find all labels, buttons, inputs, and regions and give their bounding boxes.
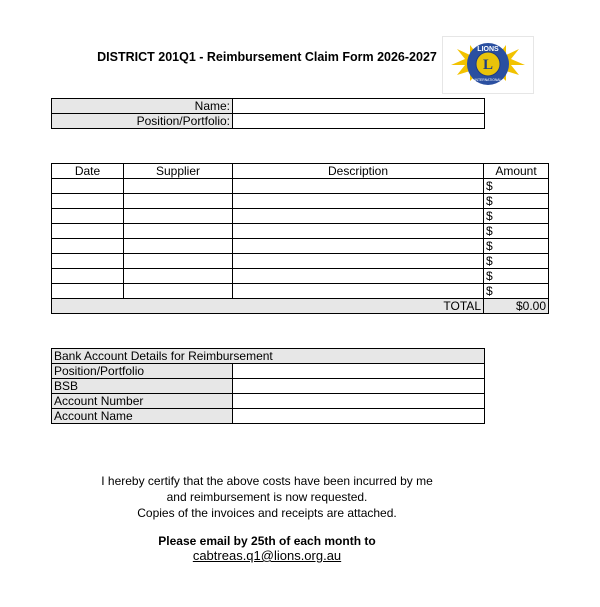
description-cell[interactable] [233,194,484,209]
description-cell[interactable] [233,254,484,269]
currency-symbol: $ [486,254,493,268]
table-row [52,269,549,284]
account-name-field[interactable] [233,409,485,424]
total-label: TOTAL [52,299,484,314]
bsb-label: BSB [52,379,233,394]
table-row [52,394,485,409]
currency-symbol: $ [486,269,493,283]
table-row [52,239,549,254]
table-row [52,379,485,394]
certification-text [0,473,534,521]
date-cell[interactable] [52,209,124,224]
identity-table [51,98,485,129]
position-field[interactable] [233,114,485,129]
name-label: Name: [52,99,233,114]
amount-cell[interactable] [484,194,549,209]
date-cell[interactable] [52,239,124,254]
table-row [52,209,549,224]
account-number-field[interactable] [233,394,485,409]
certification-line: I hereby certify that the above costs have been incurred by me [101,474,433,488]
table-row [52,284,549,299]
currency-symbol: $ [486,284,493,298]
amount-cell[interactable] [484,254,549,269]
description-header: Description [233,164,484,179]
currency-symbol: $ [486,194,493,208]
supplier-cell[interactable] [124,209,233,224]
position-row [52,114,485,129]
date-cell[interactable] [52,194,124,209]
bank-position-label: Position/Portfolio [52,364,233,379]
logo-brand-text: LIONS [477,46,499,53]
amount-header: Amount [484,164,549,179]
table-row [52,364,485,379]
email-link[interactable]: cabtreas.q1@lions.org.au [192,548,342,563]
description-cell[interactable] [233,209,484,224]
expenses-table [51,163,549,314]
table-row [52,254,549,269]
account-number-label: Account Number [52,394,233,409]
supplier-header: Supplier [124,164,233,179]
bank-details-table [51,348,485,424]
logo-sub-text: INTERNATIONAL [474,78,502,82]
date-header: Date [52,164,124,179]
table-row [52,179,549,194]
amount-cell[interactable] [484,224,549,239]
description-cell[interactable] [233,224,484,239]
supplier-cell[interactable] [124,254,233,269]
supplier-cell[interactable] [124,284,233,299]
currency-symbol: $ [486,209,493,223]
date-cell[interactable] [52,179,124,194]
position-label: Position/Portfolio: [52,114,233,129]
name-field[interactable] [233,99,485,114]
form-title: DISTRICT 201Q1 - Reimbursement Claim Form 2026-2027 [97,50,437,64]
currency-symbol: $ [486,179,493,193]
amount-cell[interactable] [484,239,549,254]
amount-cell[interactable] [484,209,549,224]
table-row [52,224,549,239]
lions-logo [442,36,534,94]
lions-international-logo-icon [443,37,533,93]
supplier-cell[interactable] [124,239,233,254]
supplier-cell[interactable] [124,224,233,239]
email-instruction: Please email by 25th of each month to [158,534,376,548]
certification-line: and reimbursement is now requested. [166,490,368,504]
bank-heading-row [52,349,485,364]
amount-cell[interactable] [484,179,549,194]
description-cell[interactable] [233,239,484,254]
supplier-cell[interactable] [124,179,233,194]
expenses-header-row [52,164,549,179]
logo-letter: L [482,57,494,73]
description-cell[interactable] [233,179,484,194]
account-name-label: Account Name [52,409,233,424]
bsb-field[interactable] [233,379,485,394]
date-cell[interactable] [52,254,124,269]
currency-symbol: $ [486,224,493,238]
supplier-cell[interactable] [124,269,233,284]
total-row [52,299,549,314]
bank-heading: Bank Account Details for Reimbursement [52,349,485,364]
table-row [52,194,549,209]
date-cell[interactable] [52,269,124,284]
supplier-cell[interactable] [124,194,233,209]
table-row [52,409,485,424]
total-value: $0.00 [484,299,549,314]
description-cell[interactable] [233,284,484,299]
amount-cell[interactable] [484,269,549,284]
description-cell[interactable] [233,269,484,284]
amount-cell[interactable] [484,284,549,299]
name-row [52,99,485,114]
date-cell[interactable] [52,224,124,239]
date-cell[interactable] [52,284,124,299]
certification-line: Copies of the invoices and receipts are attached. [137,506,397,520]
bank-position-field[interactable] [233,364,485,379]
currency-symbol: $ [486,239,493,253]
